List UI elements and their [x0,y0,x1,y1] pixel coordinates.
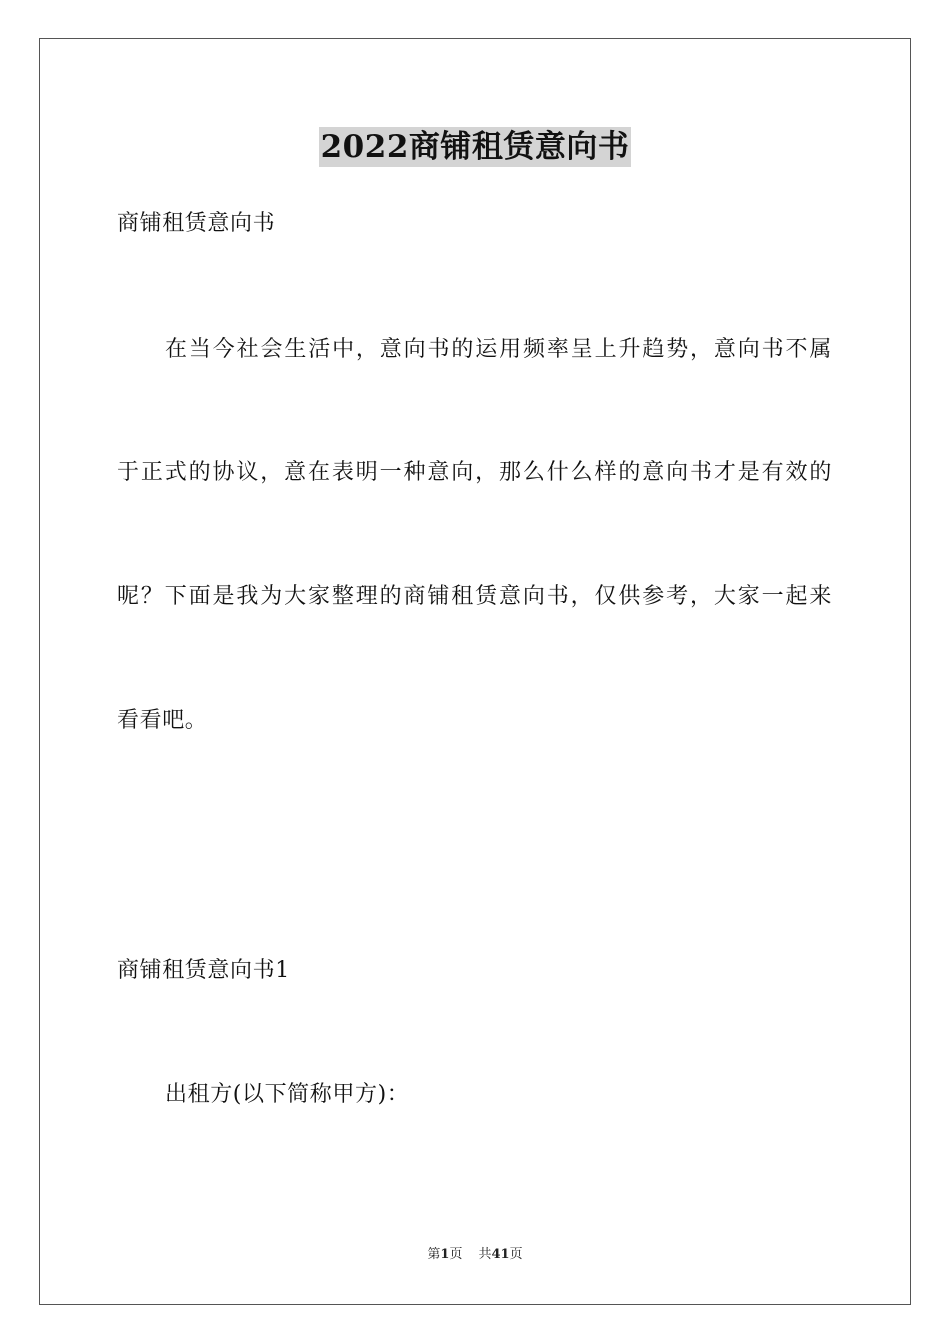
document-title-text: 2022商铺租赁意向书 [320,129,630,165]
footer-page-number: 1 [440,1247,450,1262]
intro-line-2: 于正式的协议，意在表明一种意向，那么什么样的意向书才是有效的 [117,460,832,485]
intro-line-4: 看看吧。 [117,708,208,733]
footer-total-suffix: 页 [509,1247,523,1262]
intro-line-3: 呢？下面是我为大家整理的商铺租赁意向书，仅供参考，大家一起来 [117,584,832,609]
footer-page-prefix: 第 [427,1247,441,1262]
intro-line-1: 在当今社会生活中，意向书的运用频率呈上升趋势，意向书不属 [165,337,832,362]
subheading: 商铺租赁意向书 [117,211,276,236]
document-title [0,127,950,167]
footer-total-pages: 41 [491,1247,510,1262]
lessor-line: 出租方(以下简称甲方)： [165,1082,410,1107]
footer-page-suffix: 页 [449,1247,463,1262]
footer-total-prefix: 共 [478,1247,492,1262]
page-footer [0,1246,950,1264]
section-heading: 商铺租赁意向书1 [117,958,290,983]
